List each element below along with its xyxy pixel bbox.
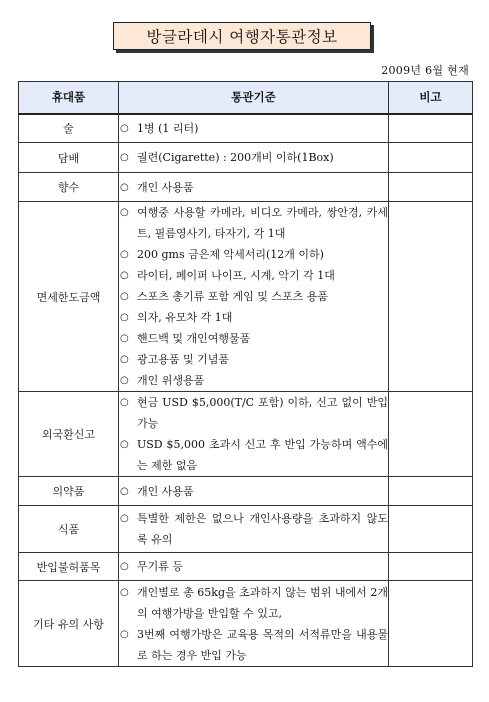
table-row <box>19 581 473 667</box>
standard-cell <box>119 581 389 667</box>
item-cell: 반입불허품목 <box>19 553 119 581</box>
item-cell: 담배 <box>19 143 119 173</box>
item-cell: 의약품 <box>19 477 119 506</box>
standard-item: ○ 특별한 제한은 없으나 개인사용량을 초과하지 않도록 유의 <box>119 508 388 550</box>
table-row <box>19 553 473 581</box>
standard-item: ○ 개인 위생용품 <box>119 370 388 391</box>
header-note: 비고 <box>389 82 473 114</box>
table-row <box>19 202 473 392</box>
item-cell: 면세한도금액 <box>19 202 119 392</box>
standard-item: ○ 광고용품 및 기념품 <box>119 349 388 370</box>
standard-item: ○ 1병 (1 리터) <box>119 118 388 139</box>
table-row <box>19 143 473 173</box>
standard-list <box>119 508 388 550</box>
standard-item: ○ 여행중 사용할 카메라, 비디오 카메라, 쌍안경, 카세트, 필름영사기, 타자기, 각 1대 <box>119 202 388 244</box>
standard-item: ○ 궐련(Cigarette) : 200개비 이하(1Box) <box>119 147 388 168</box>
table-row <box>19 392 473 477</box>
note-cell <box>389 114 473 143</box>
standard-item: ○ 스포츠 총기류 포함 게임 및 스포츠 용품 <box>119 286 388 307</box>
standard-list <box>119 202 388 391</box>
standard-list <box>119 177 388 198</box>
standard-item: ○ 3번째 여행가방은 교육용 목적의 서적류만을 내용물로 하는 경우 반입 가능 <box>119 624 388 666</box>
standard-cell <box>119 553 389 581</box>
standard-cell <box>119 392 389 477</box>
standard-item: ○ 개인 사용품 <box>119 481 388 502</box>
standard-list <box>119 147 388 168</box>
standard-item: ○ 라이터, 페이퍼 나이프, 시계, 악기 각 1대 <box>119 265 388 286</box>
standard-item: ○ 핸드백 및 개인여행물품 <box>119 328 388 349</box>
standard-cell <box>119 114 389 143</box>
table-row <box>19 506 473 553</box>
table-row <box>19 477 473 506</box>
note-cell <box>389 143 473 173</box>
table-row <box>19 173 473 202</box>
standard-item: ○ 개인별로 총 65kg을 초과하지 않는 범위 내에서 2개의 여행가방을 반입할 수 있고, <box>119 582 388 624</box>
header-item: 휴대품 <box>19 82 119 114</box>
item-cell: 술 <box>19 114 119 143</box>
header-standard: 통관기준 <box>119 82 389 114</box>
item-cell: 식품 <box>19 506 119 553</box>
standard-cell <box>119 143 389 173</box>
item-cell: 외국환신고 <box>19 392 119 477</box>
note-cell <box>389 173 473 202</box>
standard-cell <box>119 506 389 553</box>
standard-item: ○ USD $5,000 초과시 신고 후 반입 가능하며 액수에는 제한 없음 <box>119 434 388 476</box>
document-title: 방글라데시 여행자통관정보 <box>113 22 371 50</box>
standard-list <box>119 118 388 139</box>
header-row <box>19 82 473 114</box>
standard-item: ○ 무기류 등 <box>119 556 388 577</box>
note-cell <box>389 506 473 553</box>
standard-cell <box>119 477 389 506</box>
standard-cell <box>119 173 389 202</box>
standard-cell <box>119 202 389 392</box>
note-cell <box>389 477 473 506</box>
standard-item: ○ 개인 사용품 <box>119 177 388 198</box>
note-cell <box>389 202 473 392</box>
item-cell: 향수 <box>19 173 119 202</box>
customs-table <box>18 81 473 667</box>
item-cell: 기타 유의 사항 <box>19 581 119 667</box>
table-row <box>19 114 473 143</box>
note-cell <box>389 581 473 667</box>
standard-list <box>119 481 388 502</box>
note-cell <box>389 553 473 581</box>
standard-item: ○ 의자, 유모차 각 1대 <box>119 307 388 328</box>
standard-list <box>119 582 388 666</box>
standard-list <box>119 556 388 577</box>
date-label: 2009년 6월 현재 <box>381 64 469 77</box>
standard-item: ○ 현금 USD $5,000(T/C 포함) 이하, 신고 없이 반입 가능 <box>119 392 388 434</box>
table-body <box>19 114 473 667</box>
standard-list <box>119 392 388 476</box>
standard-item: ○ 200 gms 금은제 악세서리(12개 이하) <box>119 244 388 265</box>
note-cell <box>389 392 473 477</box>
